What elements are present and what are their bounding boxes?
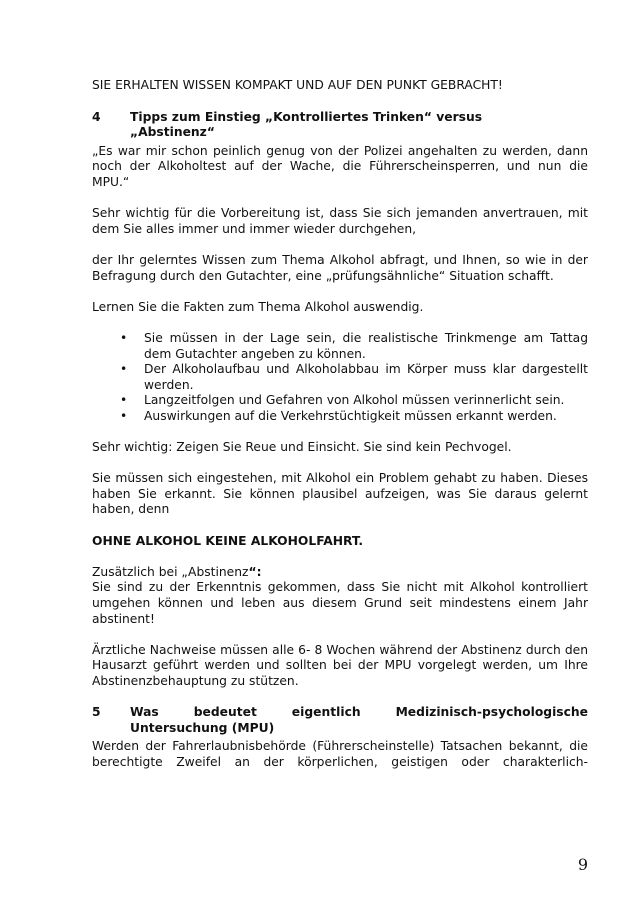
bullet-item: [92, 331, 588, 362]
paragraph-trust: Sehr wichtig für die Vorbereitung ist, dass Sie sich jemanden anvertrauen, mit dem Sie alles immer und immer wieder durchgehen,: [92, 206, 588, 236]
paragraph-mpu-intro: Werden der Fahrerlaubnisbehörde (Führerscheinstelle) Tatsachen bekannt, die berechtigte Zweifel an der körperlichen, geistigen oder charakterlich-: [92, 739, 588, 769]
section-4-heading: [92, 110, 588, 141]
paragraph-learn-facts: Lernen Sie die Fakten zum Thema Alkohol auswendig.: [92, 299, 424, 314]
facts-bullet-list: [92, 331, 588, 425]
bullet-icon: •: [120, 408, 128, 423]
abstinenz-label-text: Zusätzlich bei „Abstinenz: [92, 564, 249, 579]
quote-paragraph: „Es war mir schon peinlich genug von der Polizei angehalten zu werden, dann noch der Alkoholtest auf der Wache, die Führerscheinsperren, und nun die MPU.“: [92, 143, 588, 189]
bullet-text: Auswirkungen auf die Verkehrstüchtigkeit müssen erkannt werden.: [144, 408, 557, 423]
document-page: [92, 78, 588, 771]
bold-statement: OHNE ALKOHOL KEINE ALKOHOLFAHRT.: [92, 533, 364, 548]
section-5-title: [130, 705, 588, 736]
bullet-text: Langzeitfolgen und Gefahren von Alkohol müssen verinnerlicht sein.: [144, 393, 565, 408]
bullet-icon: •: [120, 362, 128, 377]
section-5-number: 5: [92, 705, 101, 720]
section-5-title-line1: Was bedeutet eigentlich Medizinisch-psychologische: [130, 705, 588, 720]
bullet-item: [92, 393, 588, 409]
paragraph-remorse: Sehr wichtig: Zeigen Sie Reue und Einsicht. Sie sind kein Pechvogel.: [92, 440, 512, 455]
section-4-title: [130, 110, 588, 141]
section-4-number: 4: [92, 109, 101, 124]
section-5-title-line2: Untersuchung (MPU): [130, 720, 275, 735]
bullet-item: [92, 409, 588, 425]
bullet-text: Sie müssen in der Lage sein, die realistische Trinkmenge am Tattag dem Gutachter angeben zu können.: [144, 330, 588, 361]
bullet-item: [92, 362, 588, 393]
section-4-title-line2: „Abstinenz“: [130, 125, 215, 140]
section-5-heading: [92, 705, 588, 736]
paragraph-abstinent: Sie sind zu der Erkenntnis gekommen, dass Sie nicht mit Alkohol kontrolliert umgehen können und leben aus diesem Grund seit mindestens einem Jahr abstinent!: [92, 580, 588, 626]
paragraph-admit-problem: Sie müssen sich eingestehen, mit Alkohol ein Problem gehabt zu haben. Dieses haben Sie erkannt. Sie können plausibel aufzeigen, was Sie daraus gelernt haben, denn: [92, 471, 588, 517]
section-4-title-line1: Tipps zum Einstieg „Kontrolliertes Trinken“ versus: [130, 109, 483, 124]
paragraph-practice: der Ihr gelerntes Wissen zum Thema Alkohol abfragt, und Ihnen, so wie in der Befragung durch den Gutachter, eine „prüfungsähnliche“ Situation schafft.: [92, 252, 588, 283]
intro-line: SIE ERHALTEN WISSEN KOMPAKT UND AUF DEN PUNKT GEBRACHT!: [92, 78, 503, 92]
bullet-icon: •: [120, 330, 128, 345]
abstinenz-label: [92, 565, 588, 581]
bullet-text: Der Alkoholaufbau und Alkoholabbau im Körper muss klar dargestellt werden.: [144, 362, 588, 392]
paragraph-medical-proof: Ärztliche Nachweise müssen alle 6- 8 Wochen während der Abstinenz durch den Hausarzt geführt werden und sollten bei der MPU vorgelegt werden, um Ihre Abstinenzbehauptung zu stützen.: [92, 642, 588, 688]
bullet-icon: •: [120, 393, 128, 408]
page-number: 9: [577, 855, 588, 874]
abstinenz-label-tail: “:: [248, 564, 262, 579]
